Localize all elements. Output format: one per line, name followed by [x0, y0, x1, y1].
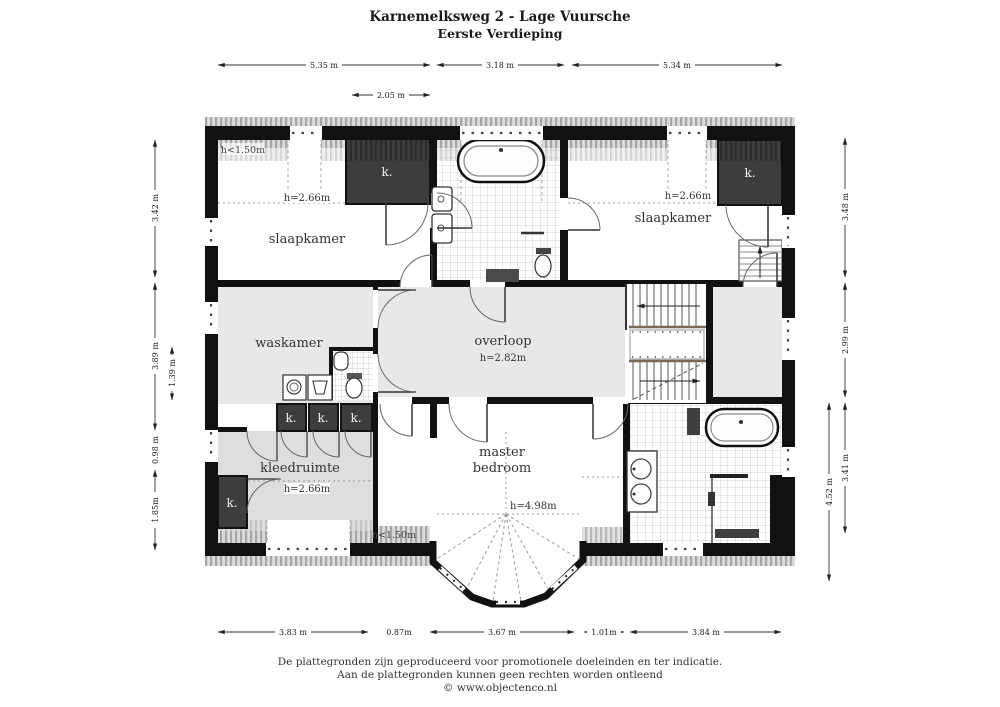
dim-right-1: 3.48 m [841, 193, 850, 221]
dim-bottom-2: 0.87m [386, 628, 412, 637]
sink-icon [432, 187, 452, 211]
washing-machine-icon [283, 375, 306, 400]
dim-bottom-4: 1.01m [591, 628, 617, 637]
dim-bottom-5: 3.84 m [692, 628, 720, 637]
dim-right-2: 2.99 m [841, 326, 850, 354]
dim-bottom-1: 3.83 m [279, 628, 307, 637]
room-label-waskamer: waskamer [255, 336, 323, 351]
ceiling-label-slaapkamer-left: h=2.66m [283, 193, 331, 204]
ceiling-label-kleedruimte: h=2.66m [283, 484, 331, 495]
room-label-master-2: bedroom [472, 461, 532, 476]
closet-label: k. [317, 411, 329, 425]
disclaimer-line-1: De plattegronden zijn geproduceerd voor promotionele doeleinden en ter indicatie. [277, 656, 723, 668]
dim-left-inner: 1.39 m [168, 359, 177, 387]
closet-label: k. [226, 496, 238, 510]
bath-mat [486, 269, 519, 282]
shower-door-handle [708, 492, 715, 506]
closet-label: k. [350, 411, 362, 425]
dim-left-2: 3.89 m [151, 342, 160, 370]
disclaimer [0, 656, 1000, 695]
room-label-overloop: overloop [474, 334, 532, 349]
room-label-master-1: master [479, 445, 525, 460]
closet-label: k. [381, 165, 393, 179]
dim-top-1: 5.35 m [310, 61, 338, 70]
disclaimer-line-2: Aan de plattegronden kunnen geen rechten worden ontleend [337, 669, 663, 681]
low-ceiling-label-bottom: h<1.50m [371, 530, 417, 541]
shower-bench [715, 529, 759, 538]
dim-top-inner: 2.05 m [377, 91, 405, 100]
tub-faucet-icon [739, 420, 743, 424]
dim-right-3: 3.41 m [841, 454, 850, 482]
dim-right-outer: 4.52 m [825, 478, 834, 506]
dim-left-4: 1.85m [151, 497, 160, 523]
closet-label: k. [285, 411, 297, 425]
room-label-kleedruimte: kleedruimte [260, 461, 340, 476]
address-title: Karnemelksweg 2 - Lage Vuursche [369, 9, 631, 25]
tub-faucet-icon [499, 148, 503, 152]
toilet-room-fixtures [333, 351, 373, 400]
ceiling-label-overloop: h=2.82m [479, 353, 527, 364]
dim-left-3: 0.98 m [151, 436, 160, 464]
dim-top-3: 5.34 m [663, 61, 691, 70]
copyright-line: © www.objectenco.nl [443, 682, 557, 694]
laundry-appliances [283, 375, 332, 400]
dryer-icon [308, 375, 332, 400]
room-label-slaapkamer-right: slaapkamer [634, 211, 712, 226]
radiator [687, 408, 700, 435]
room-label-slaapkamer-left: slaapkamer [268, 232, 346, 247]
ceiling-label-master: h=4.98m [510, 501, 557, 512]
stairwell-main [626, 284, 706, 403]
small-sink-icon [334, 352, 348, 370]
low-ceiling-label-top: h<1.50m [220, 145, 266, 156]
ceiling-label-slaapkamer-right: h=2.66m [664, 191, 712, 202]
dim-bottom-3: 3.67 m [488, 628, 516, 637]
toilet-icon [536, 248, 551, 254]
dim-left-1: 3.42 m [151, 194, 160, 222]
closet-label: k. [744, 166, 756, 180]
floor-subtitle: Eerste Verdieping [437, 26, 563, 41]
dim-top-2: 3.18 m [486, 61, 514, 70]
